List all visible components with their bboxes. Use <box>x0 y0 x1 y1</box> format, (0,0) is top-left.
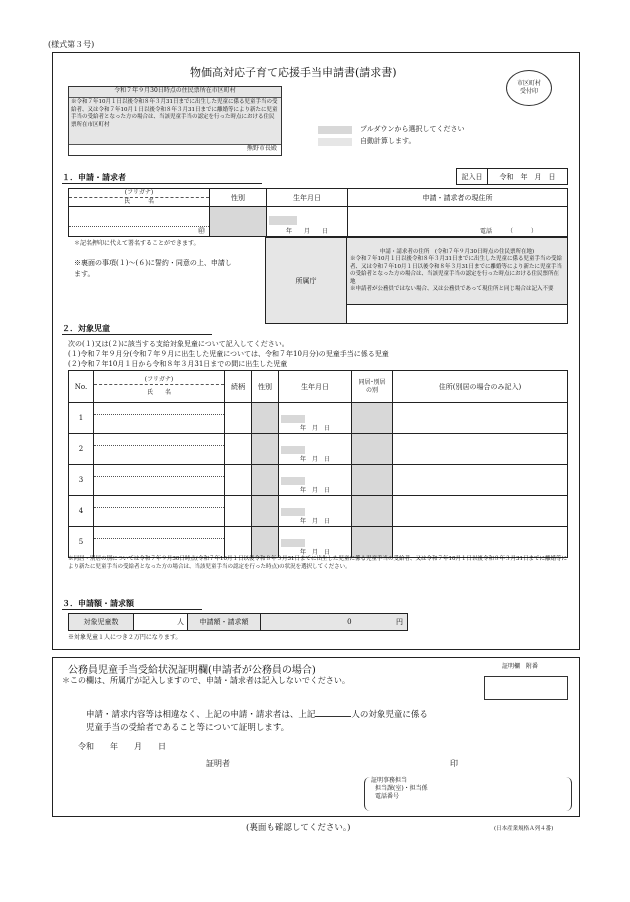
municipality-box-note: ※令和７年10月１日以後令和８年３月31日までに出生した児童に係る児童手当の受給者、又は令和７年10月１日以後令和８年３月31日までに離婚等により新たに児童手当の受給者となった方の場合は、当該児童手当の認定を行った時点における住民票所在市区町村 <box>71 99 278 128</box>
sec2-intro-3: (２)令和７年10月１日から令和８年３月31日までの間に出生した児童 <box>68 360 288 368</box>
furigana-label: (フリガナ) <box>69 189 209 198</box>
child-address-field[interactable] <box>393 496 568 527</box>
child-name-field[interactable] <box>94 434 225 465</box>
paper-size-note: (日本産業規格Ａ列４番) <box>494 826 554 832</box>
amount-table <box>68 613 408 631</box>
amount-value: 0 <box>347 618 352 626</box>
child-furigana-field[interactable] <box>94 465 224 477</box>
child-name-field[interactable] <box>94 496 225 527</box>
child-address-field[interactable] <box>393 434 568 465</box>
applicant-table <box>68 188 568 237</box>
contact-line-3: 電話番号 <box>375 793 400 800</box>
section1-title: １．申請・請求者 <box>62 172 126 182</box>
receipt-stamp-label: 市区町村 受付印 <box>516 80 541 95</box>
office-address-note <box>347 238 568 305</box>
address-header: 申請・請求者の現住所 <box>348 189 568 207</box>
office-note-2: ※申請者が公務員ではない場合、又は公務員であって現住所と同じ場合は記入不要 <box>350 286 554 292</box>
child-count-unit: 人 <box>177 618 184 626</box>
child-birth-field[interactable] <box>279 465 352 496</box>
form-title: 物価高対応子育て応援手当申請書(請求書) <box>190 66 397 79</box>
child-address-field[interactable] <box>393 403 568 434</box>
child-relation-select[interactable] <box>225 496 252 527</box>
child-row-no: 2 <box>69 434 94 465</box>
child-row <box>69 496 568 527</box>
children-table <box>68 370 568 558</box>
gender-header: 性別 <box>210 189 267 207</box>
entry-date-field[interactable]: 令和 年 月 日 <box>488 169 568 185</box>
applicant-gender-select[interactable] <box>210 207 267 237</box>
child-row <box>69 465 568 496</box>
pulldown-legend-swatch <box>318 126 352 134</box>
cohab-footnote: ※同居・別居の別については令和７年９月30日時点(令和７年10月１日以後令和８年３月31日までに出生した児童に係る児童手当の受給者、又は令和７年10月１日以後令和８年３月31日までに離婚等により新たに児童手当の受給者となった方の場合は、当該児童手当の認定を行った時点)の状況を選択してください。 <box>68 556 568 570</box>
child-birth-header: 生年月日 <box>279 371 352 403</box>
auto-legend-label: 自動計算します。 <box>360 137 416 145</box>
applicant-birth-field[interactable] <box>267 207 348 237</box>
certifier-seal: 印 <box>450 759 458 768</box>
child-row-no: 5 <box>69 527 94 558</box>
section2-underline <box>62 334 212 335</box>
contact-bracket <box>364 777 572 811</box>
name-label: 氏 名 <box>123 198 154 205</box>
child-furigana-field[interactable] <box>94 527 224 539</box>
cert-title: 公務員児童手当受給状況証明欄(申請者が公務員の場合) <box>68 665 316 676</box>
entry-date-label: 記入日 <box>457 169 488 185</box>
child-gender-select[interactable] <box>252 496 279 527</box>
sign-note: ＊記名押印に代えて署名することができます。 <box>74 240 200 247</box>
child-era-select[interactable] <box>281 508 305 516</box>
cert-number-field[interactable] <box>484 676 568 700</box>
contact-line-2: 担当課(室)・担当係 <box>375 785 428 792</box>
child-gender-select[interactable] <box>252 434 279 465</box>
cert-body-2: 児童手当の受給者であること等について証明します。 <box>86 723 290 733</box>
seal-mark: ㊞ <box>198 227 205 235</box>
mayor-label: 熊野市長殿 <box>69 144 281 155</box>
child-birth-ymd: 年 月 日 <box>299 456 330 463</box>
child-era-select[interactable] <box>281 477 305 485</box>
child-furigana-field[interactable] <box>94 403 224 415</box>
child-gender-header: 性別 <box>252 371 279 403</box>
cert-child-count-field[interactable] <box>315 707 351 717</box>
child-cohab-select[interactable] <box>352 403 393 434</box>
amount-unit: 円 <box>396 618 403 626</box>
sec2-intro-2: (１)令和７年９月分(令和７年９月に出生した児童については、令和７年10月分)の児童手当に係る児童 <box>68 350 389 358</box>
office-note-title: 申請・請求者の住所 (令和７年９月30日時点の住民票所在地) <box>379 248 535 255</box>
child-birth-field[interactable] <box>279 434 352 465</box>
office-table <box>265 237 568 324</box>
child-birth-ymd: 年 月 日 <box>299 549 330 556</box>
child-relation-select[interactable] <box>225 527 252 558</box>
child-relation-select[interactable] <box>225 434 252 465</box>
child-furigana-field[interactable] <box>94 496 224 508</box>
child-birth-ymd: 年 月 日 <box>299 487 330 494</box>
cert-body-1a: 申請・請求内容等は相違なく、上記の申請・請求者は、上記 <box>86 710 316 720</box>
no-header: No. <box>69 371 94 403</box>
child-gender-select[interactable] <box>252 465 279 496</box>
applicant-address-field[interactable] <box>348 207 568 237</box>
child-address-field[interactable] <box>393 527 568 558</box>
cert-number-label: 証明欄 附番 <box>502 663 539 670</box>
child-name-label: 氏 名 <box>146 389 171 396</box>
oath-note: ※裏面の事項(１)～(６)に誓約・同意の上、申請します。 <box>74 259 232 278</box>
office-address-field[interactable] <box>347 305 568 324</box>
child-name-header <box>94 371 225 403</box>
child-count-label: 対象児童数 <box>69 614 134 631</box>
child-birth-field[interactable] <box>279 496 352 527</box>
child-row <box>69 527 568 558</box>
contact-line-1: 証明事務担当 <box>371 777 408 784</box>
amount-field <box>261 614 408 631</box>
auto-legend-swatch <box>318 138 352 146</box>
child-name-field[interactable] <box>94 527 225 558</box>
cert-date[interactable]: 令和 年 月 日 <box>78 742 166 751</box>
cert-body-1 <box>86 707 428 720</box>
receipt-stamp-circle <box>506 70 552 106</box>
child-furigana-field[interactable] <box>94 434 224 446</box>
child-relation-select[interactable] <box>225 403 252 434</box>
child-count-field[interactable] <box>134 614 188 631</box>
applicant-name-field[interactable] <box>69 207 210 237</box>
cert-note: ＊この欄は、所属庁が記入しますので、申請・請求者は記入しないでください。 <box>62 676 350 685</box>
applicant-birth-ymd: 年 月 日 <box>285 228 328 235</box>
municipality-box-header: 令和７年９月30日時点の住民票所在市区町村 <box>69 87 281 98</box>
child-furigana-header: (フリガナ) <box>94 376 224 385</box>
applicant-name-header <box>69 189 210 207</box>
child-birth-field[interactable] <box>279 527 352 558</box>
child-row-no: 3 <box>69 465 94 496</box>
form-number: (様式第３号) <box>48 40 95 49</box>
section1-underline <box>62 183 262 184</box>
child-cohab-select[interactable] <box>352 434 393 465</box>
child-gender-select[interactable] <box>252 527 279 558</box>
child-gender-select[interactable] <box>252 403 279 434</box>
child-relation-select[interactable] <box>225 465 252 496</box>
child-row-no: 4 <box>69 496 94 527</box>
child-birth-ymd: 年 月 日 <box>299 518 330 525</box>
child-address-field[interactable] <box>393 465 568 496</box>
section3-underline <box>62 609 202 610</box>
municipality-box <box>68 86 282 156</box>
era-select[interactable] <box>269 216 297 225</box>
applicant-furigana-field[interactable] <box>69 214 209 227</box>
amount-note: ※対象児童１人につき２万円になります。 <box>68 634 182 641</box>
amount-label: 申請額・請求額 <box>188 614 261 631</box>
child-name-field[interactable] <box>94 465 225 496</box>
relation-header: 続柄 <box>225 371 252 403</box>
birth-header: 生年月日 <box>267 189 348 207</box>
office-note-body: ※令和７年10月１日以後令和８年３月31日までに出生した児童に係る児童手当の受給者、又は令和７年10月１日以後令和８年３月31日までに離婚等により新たに児童手当の受給者となった方の場合は、当該児童手当の認定を行った時点における住民票所在地 <box>350 256 562 285</box>
child-era-select[interactable] <box>281 446 305 454</box>
child-row <box>69 434 568 465</box>
sec2-intro-1: 次の(１)又は(２)に該当する支給対象児童について記入してください。 <box>68 340 289 348</box>
entry-date-table <box>456 168 568 185</box>
office-label: 所属庁 <box>266 238 347 324</box>
child-name-field[interactable] <box>94 403 225 434</box>
section2-title: ２．対象児童 <box>62 323 110 333</box>
child-cohab-select[interactable] <box>352 465 393 496</box>
certifier-label: 証明者 <box>206 759 230 768</box>
pulldown-legend-label: プルダウンから選択してください <box>360 125 465 133</box>
child-row-no: 1 <box>69 403 94 434</box>
cert-body-1b: 人の対象児童に係る <box>351 710 428 720</box>
child-cohab-select[interactable] <box>352 527 393 558</box>
back-note: (裏面も確認してください。) <box>246 823 351 833</box>
child-cohab-select[interactable] <box>352 496 393 527</box>
child-row <box>69 403 568 434</box>
cohab-header: 同居･別居 の別 <box>352 371 393 403</box>
child-era-select[interactable] <box>281 539 305 547</box>
child-address-header: 住所(別居の場合のみ記入) <box>393 371 568 403</box>
child-birth-ymd: 年 月 日 <box>299 425 330 432</box>
child-birth-field[interactable] <box>279 403 352 434</box>
child-era-select[interactable] <box>281 415 305 423</box>
phone-label: 電話 （ ） <box>479 228 537 235</box>
section3-title: ３．申請額・請求額 <box>62 598 134 608</box>
